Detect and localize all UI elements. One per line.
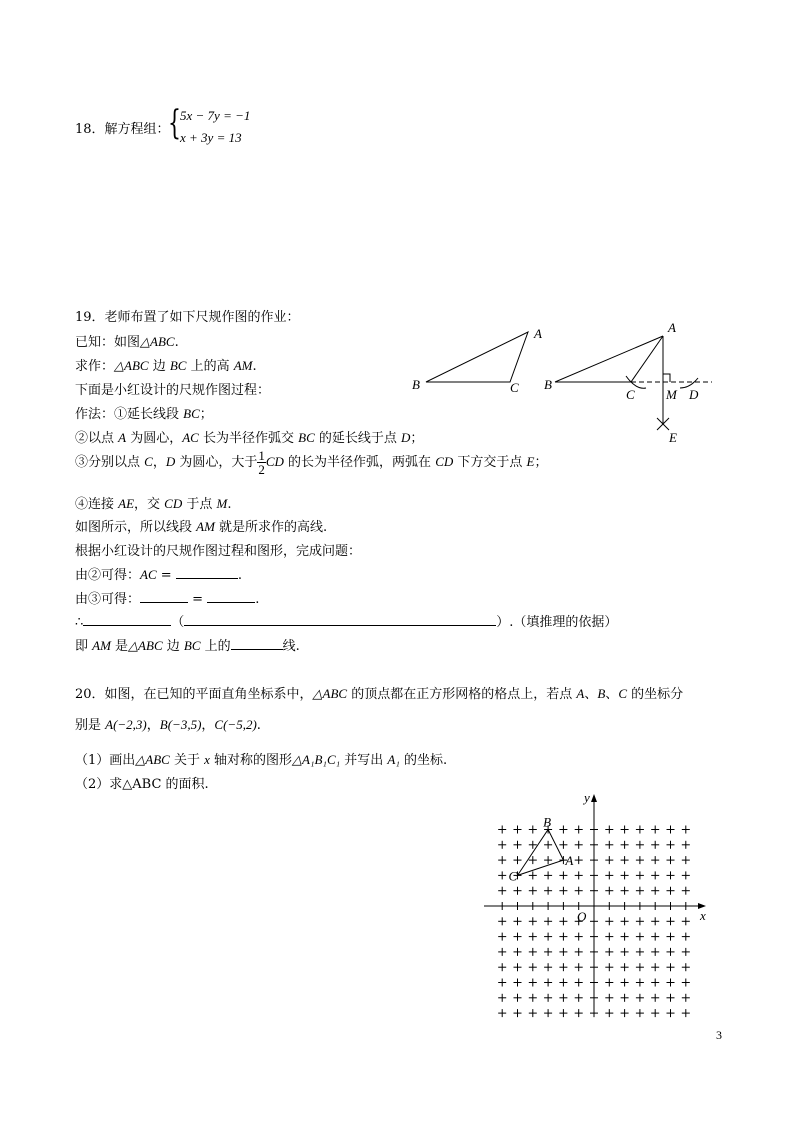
fraction-numerator: 1 xyxy=(258,448,265,463)
q19-task: 根据小红设计的尺规作图过程和图形，完成问题： xyxy=(75,544,362,559)
q18-eq2: x + 3y = 13 xyxy=(180,130,242,145)
text: 别是 xyxy=(75,718,106,733)
coordinate-grid-figure xyxy=(482,788,714,1020)
label-A: A xyxy=(534,326,542,341)
text: BC xyxy=(298,430,315,445)
text: ，交 xyxy=(134,497,165,512)
text: 如图所示，所以线段 xyxy=(75,520,197,535)
text: 由②可得： xyxy=(75,568,141,583)
text: . xyxy=(255,592,260,607)
text: BC xyxy=(169,358,187,373)
text: ， xyxy=(201,718,215,733)
text: CD xyxy=(164,496,183,511)
y-axis-arrow-icon xyxy=(591,794,597,802)
text: CD xyxy=(265,454,284,469)
x-axis-label: x xyxy=(700,908,706,923)
text: 为圆心， xyxy=(126,431,183,446)
text: ， xyxy=(146,718,160,733)
text: . xyxy=(252,359,257,374)
text: 、 xyxy=(584,687,598,702)
q19-given xyxy=(75,331,179,350)
label-A: A xyxy=(565,853,574,869)
text: 边 xyxy=(148,359,170,374)
text: = xyxy=(188,592,208,607)
answer-blank[interactable] xyxy=(140,590,188,603)
figure-construction xyxy=(544,320,712,445)
text: 的坐标分 xyxy=(626,687,684,702)
text: 下方交于点 xyxy=(453,455,527,470)
label-B: B xyxy=(544,377,552,392)
text: BC xyxy=(183,406,200,421)
text: ； xyxy=(410,431,424,446)
answer-blank[interactable] xyxy=(207,590,255,603)
text: 就是所求作的高线. xyxy=(214,520,328,535)
text: 上的 xyxy=(200,639,231,654)
text: AM xyxy=(196,519,215,534)
coord-c: C(−5,2) xyxy=(214,717,257,732)
coord-a: A(−2,3) xyxy=(105,717,147,732)
text: △ABC xyxy=(140,334,175,349)
text: 边 xyxy=(162,639,184,654)
brace-icon: { xyxy=(168,103,181,143)
text: CD xyxy=(435,454,454,469)
q19-from2 xyxy=(75,564,242,583)
text: . xyxy=(256,718,261,733)
right-angle-mark xyxy=(663,374,670,382)
text: AM xyxy=(92,638,111,653)
text: ； xyxy=(534,455,548,470)
q19-required xyxy=(75,355,257,374)
fraction-one-half xyxy=(257,449,266,476)
q19-step2 xyxy=(75,427,423,446)
q20-line2 xyxy=(75,714,261,733)
text: △ABC xyxy=(128,638,163,653)
label-B: B xyxy=(543,814,552,830)
origin-label: O xyxy=(577,909,587,924)
q20-part1 xyxy=(75,749,447,768)
label-E: E xyxy=(669,430,677,445)
text: 求作： xyxy=(75,359,115,374)
text: . xyxy=(174,335,179,350)
text: D xyxy=(165,454,176,469)
text: A xyxy=(576,686,585,701)
text: 于点 xyxy=(182,497,217,512)
text: A xyxy=(118,430,127,445)
text: AC xyxy=(182,430,199,445)
q19-therefore xyxy=(75,611,617,630)
text: C xyxy=(618,686,627,701)
q18-eq1: 5x − 7y = −1 xyxy=(180,108,251,123)
text: B xyxy=(597,686,606,701)
q20-line1 xyxy=(75,683,683,702)
y-axis-label: y xyxy=(584,790,590,805)
text: △ABC xyxy=(312,686,348,701)
text: 已知：如图 xyxy=(75,335,141,350)
text: M xyxy=(216,496,228,511)
text: 的顶点都在正方形网格的格点上，若点 xyxy=(347,687,577,702)
text: （ xyxy=(171,615,185,630)
label-C: C xyxy=(508,868,518,884)
q20-part2: （2）求△ABC 的面积. xyxy=(75,777,209,792)
text: 长为半径作弧交 xyxy=(198,431,299,446)
text: = xyxy=(156,568,176,583)
text: △A₁B₁C₁ xyxy=(292,752,341,767)
triangle-abc xyxy=(518,830,564,876)
text: C xyxy=(144,454,153,469)
q19-figures xyxy=(400,318,730,453)
text: 、 xyxy=(605,687,619,702)
text: 轴对称的图形 xyxy=(209,753,293,768)
q19-conclusion xyxy=(75,516,327,535)
text: AE xyxy=(118,496,135,511)
text: 为圆心，大于 xyxy=(175,455,258,470)
q19-step3 xyxy=(75,449,547,476)
text: ④连接 xyxy=(75,497,119,512)
q18-label: 18．解方程组： xyxy=(75,122,170,137)
text: . xyxy=(227,497,232,512)
label-B: B xyxy=(412,377,420,392)
text: 20．如图，在已知的平面直角坐标系中， xyxy=(75,687,313,702)
text: BC xyxy=(183,638,201,653)
text: ②以点 xyxy=(75,431,119,446)
q19-step1 xyxy=(75,403,213,422)
text: x xyxy=(204,752,210,767)
fraction-denominator: 2 xyxy=(258,462,265,477)
text: 即 xyxy=(75,639,93,654)
text: 关于 xyxy=(169,753,205,768)
reason-blank[interactable] xyxy=(184,613,496,626)
label-A: A xyxy=(668,320,676,335)
label-M: M xyxy=(666,387,677,402)
text: 的长为半径作弧，两弧在 xyxy=(283,455,436,470)
label-C: C xyxy=(626,387,635,402)
coord-b: B(−3,5) xyxy=(159,717,202,732)
text: ， xyxy=(152,455,166,470)
q19-process: 下面是小红设计的尺规作图过程： xyxy=(75,383,271,398)
text: 的延长线于点 xyxy=(314,431,402,446)
text: 由③可得： xyxy=(75,592,141,607)
text: . xyxy=(237,568,242,583)
figure-triangle-abc xyxy=(412,326,542,395)
text: （1）画出 xyxy=(75,753,136,768)
text: 作法：①延长线段 xyxy=(75,407,184,422)
text: 线. xyxy=(282,639,300,654)
text: 上的高 xyxy=(186,359,234,374)
therefore-symbol: ∴ xyxy=(75,615,84,630)
text: 的坐标. xyxy=(399,753,448,768)
answer-blank[interactable] xyxy=(83,613,171,626)
text: ③分别以点 xyxy=(75,455,145,470)
text: ； xyxy=(199,407,213,422)
text: A₁ xyxy=(387,752,400,767)
text: △ABC xyxy=(114,358,149,373)
label-D: D xyxy=(689,387,699,402)
text: ）.（填推理的依据） xyxy=(496,615,618,630)
answer-blank[interactable] xyxy=(176,566,238,579)
answer-blank[interactable] xyxy=(231,637,283,650)
text: △ABC xyxy=(135,752,170,767)
text: 并写出 xyxy=(340,753,388,768)
page-number: 3 xyxy=(716,1028,722,1042)
text: 是 xyxy=(110,639,129,654)
text: AC xyxy=(140,567,157,582)
q19-from3 xyxy=(75,588,259,607)
label-C: C xyxy=(510,380,519,395)
q19-final xyxy=(75,635,300,654)
text: AM xyxy=(233,358,253,373)
q19-step4 xyxy=(75,493,231,512)
q19-title: 19．老师布置了如下尺规作图的作业： xyxy=(75,310,300,325)
text: D xyxy=(401,430,411,445)
text: E xyxy=(526,454,535,469)
triangle-abc xyxy=(426,332,528,382)
